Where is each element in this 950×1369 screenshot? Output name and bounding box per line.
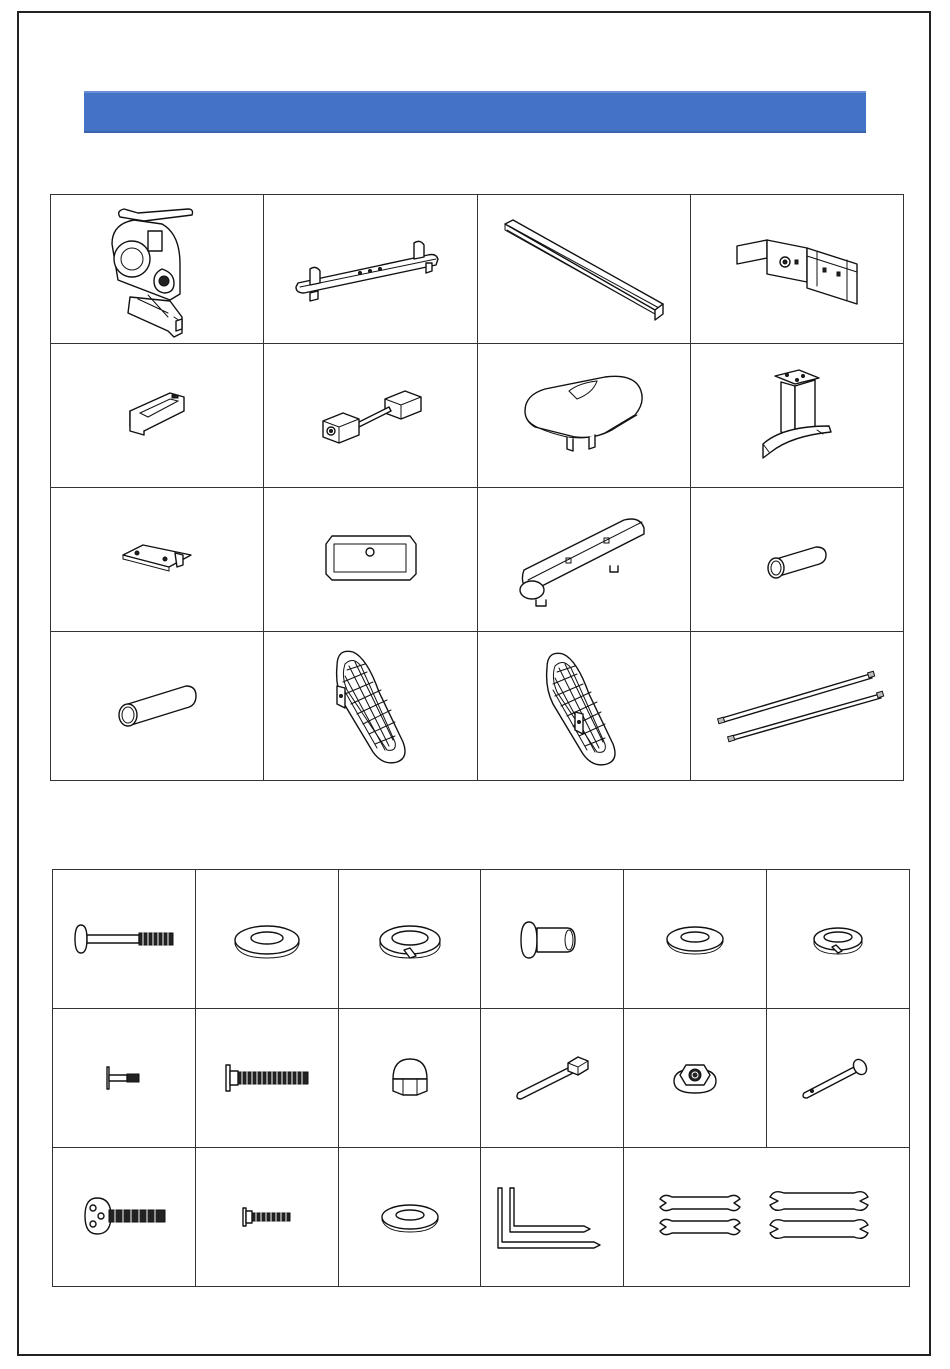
hardware-cell — [195, 1009, 338, 1148]
header-bar — [84, 91, 866, 133]
part-cell — [690, 488, 903, 632]
hardware-cell — [624, 870, 767, 1009]
right-pedal-icon — [539, 646, 629, 766]
flat-washer-small-icon — [660, 919, 730, 959]
rail-connector-icon — [727, 224, 867, 314]
washer-icon — [375, 1197, 445, 1237]
rivet-nut-icon — [517, 914, 587, 964]
part-cell — [690, 632, 903, 781]
hardware-table — [52, 869, 910, 1287]
knob-bolt-icon — [79, 1192, 169, 1242]
footrest-axle-icon — [315, 381, 425, 451]
mounting-plate-icon — [117, 535, 197, 585]
lock-nut-icon — [670, 1053, 720, 1103]
hex-bolt-icon — [512, 1053, 592, 1103]
part-cell — [51, 195, 264, 344]
wrenches-icon — [652, 1187, 882, 1247]
hardware-cell — [53, 870, 196, 1009]
hardware-cell — [338, 1009, 481, 1148]
part-cell — [477, 488, 690, 632]
short-bushing-icon — [762, 535, 832, 585]
carriage-bolt-icon — [69, 919, 179, 959]
part-cell — [477, 632, 690, 781]
long-bolt-icon — [222, 1061, 312, 1095]
hardware-cell — [338, 870, 481, 1009]
flat-washer-large-icon — [227, 914, 307, 964]
part-cell — [264, 195, 477, 344]
rear-stabilizer-icon — [514, 510, 654, 610]
part-cell — [51, 632, 264, 781]
part-cell — [477, 344, 690, 488]
hardware-cell — [767, 1009, 910, 1148]
spring-washer-large-icon — [370, 914, 450, 964]
part-cell — [690, 344, 903, 488]
hardware-cell — [481, 870, 624, 1009]
front-stabilizer-icon — [290, 229, 450, 309]
part-cell — [477, 195, 690, 344]
allen-keys-icon — [492, 1182, 612, 1252]
slide-rail-icon — [499, 214, 669, 324]
rear-support-icon — [757, 366, 837, 466]
pedal-rods-icon — [712, 666, 882, 746]
spring-washer-small-icon — [808, 919, 868, 959]
end-cap-icon — [320, 530, 420, 590]
flange-screw-icon — [237, 1202, 297, 1232]
seat-icon — [519, 371, 649, 461]
long-bushing-icon — [112, 676, 202, 736]
part-cell — [264, 344, 477, 488]
parts-table — [50, 194, 904, 781]
part-cell — [264, 632, 477, 781]
part-cell — [264, 488, 477, 632]
part-cell — [51, 344, 264, 488]
hardware-cell — [767, 870, 910, 1009]
left-pedal-icon — [325, 646, 415, 766]
part-cell — [51, 488, 264, 632]
hardware-cell — [195, 870, 338, 1009]
short-screw-icon — [99, 1063, 149, 1093]
hardware-cell — [195, 1148, 338, 1287]
console-bracket-icon — [122, 381, 192, 451]
hardware-cell — [53, 1148, 196, 1287]
hardware-cell — [338, 1148, 481, 1287]
cap-nut-icon — [385, 1053, 435, 1103]
hardware-cell — [481, 1148, 624, 1287]
pin-icon — [798, 1053, 878, 1103]
hardware-cell — [624, 1148, 910, 1287]
part-cell — [690, 195, 903, 344]
main-frame-icon — [92, 199, 222, 339]
hardware-cell — [481, 1009, 624, 1148]
hardware-cell — [624, 1009, 767, 1148]
hardware-cell — [53, 1009, 196, 1148]
